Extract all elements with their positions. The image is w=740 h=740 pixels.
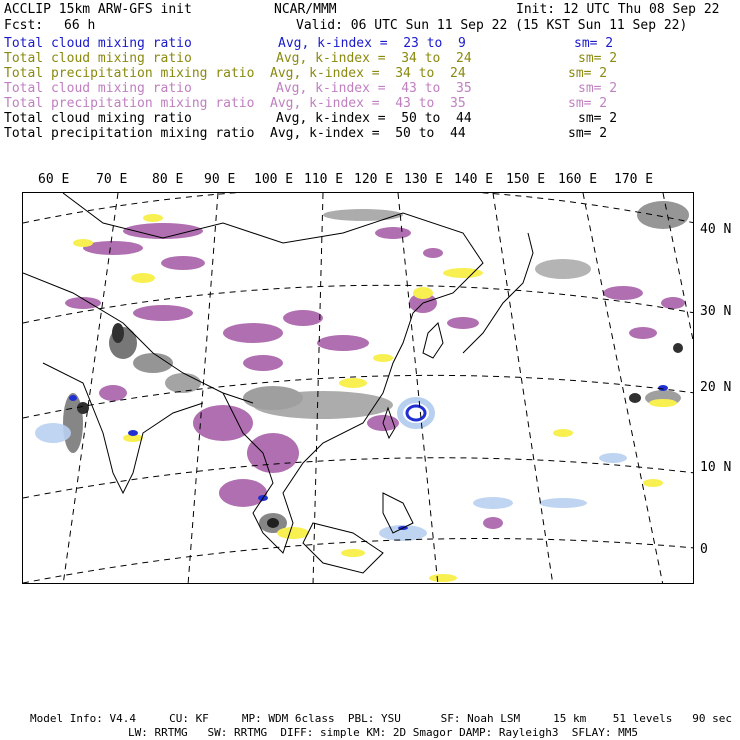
field-name: Total cloud mixing ratio <box>4 51 192 66</box>
field-sm: sm= 2 <box>578 111 618 126</box>
center-label: NCAR/MMM <box>274 2 337 17</box>
forecast-hour: 66 h <box>64 18 96 33</box>
field-sm: sm= 2 <box>568 66 608 81</box>
init-time: Init: 12 UTC Thu 08 Sep 22 <box>516 2 720 17</box>
lon-label: 120 E <box>354 172 394 187</box>
field-name: Total precipitation mixing ratio <box>4 66 255 81</box>
lon-label: 160 E <box>558 172 598 187</box>
lon-label: 60 E <box>38 172 70 187</box>
field-sm: sm= 2 <box>574 36 614 51</box>
field-sm: sm= 2 <box>568 96 608 111</box>
field-avg: Avg, k-index = 50 to 44 <box>276 111 472 126</box>
typhoon-cloud-ring <box>400 400 432 426</box>
field-avg: Avg, k-index = 34 to 24 <box>270 66 466 81</box>
lat-label: 0 <box>700 542 708 557</box>
field-avg: Avg, k-index = 43 to 35 <box>270 96 466 111</box>
model-info-line2: LW: RRTMG SW: RRTMG DIFF: simple KM: 2D Smagor DAMP: Rayleigh3 SFLAY: MM5 <box>128 726 638 739</box>
lat-label: 10 N <box>700 460 732 475</box>
lat-label: 20 N <box>700 380 732 395</box>
lon-label: 90 E <box>204 172 236 187</box>
valid-time: Valid: 06 UTC Sun 11 Sep 22 (15 KST Sun 11 Sep 22) <box>296 18 688 33</box>
lon-label: 110 E <box>304 172 344 187</box>
field-sm: sm= 2 <box>578 81 618 96</box>
field-sm: sm= 2 <box>578 51 618 66</box>
lat-label: 40 N <box>700 222 732 237</box>
model-info-line1: Model Info: V4.4 CU: KF MP: WDM 6class PBL: YSU SF: Noah LSM 15 km 51 levels 90 sec <box>30 712 732 725</box>
field-name: Total cloud mixing ratio <box>4 81 192 96</box>
field-name: Total precipitation mixing ratio <box>4 96 255 111</box>
field-sm: sm= 2 <box>568 126 608 141</box>
cloud-field-lightblue <box>35 423 627 541</box>
lon-label: 100 E <box>254 172 294 187</box>
lon-label: 150 E <box>506 172 546 187</box>
lon-label: 170 E <box>614 172 654 187</box>
lon-label: 130 E <box>404 172 444 187</box>
field-avg: Avg, k-index = 50 to 44 <box>270 126 466 141</box>
lon-label: 80 E <box>152 172 184 187</box>
field-name: Total cloud mixing ratio <box>4 36 192 51</box>
field-name: Total precipitation mixing ratio <box>4 126 255 141</box>
forecast-map <box>22 192 694 584</box>
lon-label: 70 E <box>96 172 128 187</box>
plot-title: ACCLIP 15km ARW-GFS init <box>4 2 192 17</box>
field-avg: Avg, k-index = 43 to 35 <box>276 81 472 96</box>
field-avg: Avg, k-index = 23 to 9 <box>278 36 466 51</box>
lat-label: 30 N <box>700 304 732 319</box>
lon-label: 140 E <box>454 172 494 187</box>
forecast-label: Fcst: <box>4 18 44 33</box>
field-name: Total cloud mixing ratio <box>4 111 192 126</box>
field-avg: Avg, k-index = 34 to 24 <box>276 51 472 66</box>
